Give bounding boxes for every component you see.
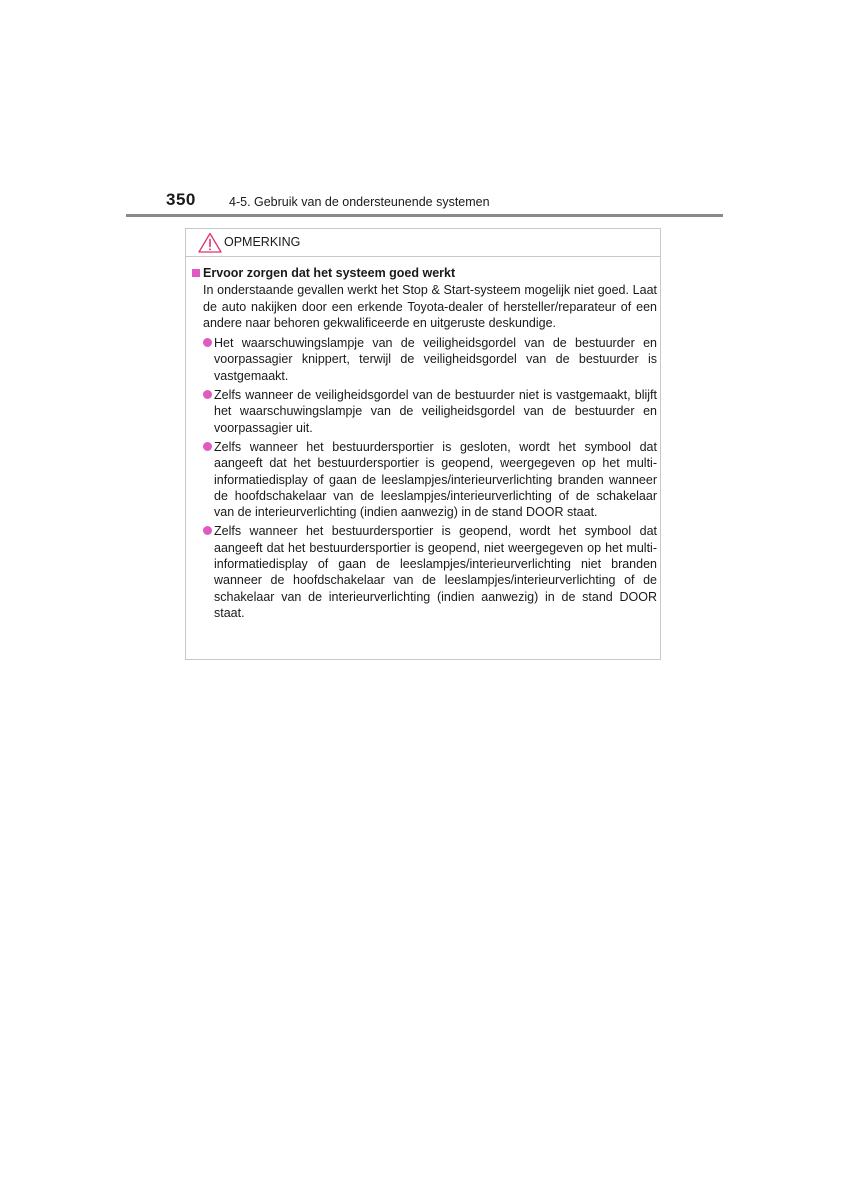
square-bullet-icon [192,269,200,277]
list-item-text: Zelfs wanneer de veiligheidsgordel van de bestuurder niet is vastgemaakt, blijft het waarschuwingslampje van de veiligheidsgordel van de bestuurder en voorpassagier uit. [214,388,657,435]
dot-bullet-icon [203,526,212,535]
list-item [203,335,657,384]
list-item-text: Zelfs wanneer het bestuurdersportier is geopend, wordt het symbool dat aangeeft dat het bestuurdersportier is geopend, niet weergegeven op het multi-informatiedisplay of gaan de leeslampjes/interieurverlichting niet branden wanneer de hoofdschakelaar van de leeslampjes/interieurverlichting of de schakelaar van de interieurverlichting (indien aanwezig) in de stand DOOR staat. [214,524,657,620]
dot-bullet-icon [203,442,212,451]
notice-box [185,228,661,660]
list-item-text: Zelfs wanneer het bestuurdersportier is gesloten, wordt het symbool dat aangeeft dat het bestuurdersportier is geopend, weergegeven op het multi-informatiedisplay of gaan de leeslampjes/interieurverlichting branden wanneer de hoofdschakelaar van de leeslampjes/interieurverlichting of de schakelaar van de interieurverlichting (indien aanwezig) in de stand DOOR staat. [214,439,657,520]
list-item [203,523,657,621]
page-header [126,190,723,218]
page-number: 350 [166,190,196,209]
section-title: 4-5. Gebruik van de ondersteunende systemen [229,195,490,209]
list-item [203,387,657,436]
notice-intro: In onderstaande gevallen werkt het Stop & Start-systeem mogelijk niet goed. Laat de auto nakijken door een erkende Toyota-dealer of hersteller/reparateur of een andere naar behoren gekwalificeerde en uitgeruste deskundige. [203,283,657,330]
dot-bullet-icon [203,390,212,399]
dot-bullet-icon [203,338,212,347]
notice-content [190,265,657,624]
header-rule [126,214,723,217]
list-item [203,439,657,520]
notice-header [186,229,660,257]
notice-heading-text: Ervoor zorgen dat het systeem goed werkt [203,266,456,280]
notice-heading [190,265,657,281]
list-item-text: Het waarschuwingslampje van de veiligheidsgordel van de bestuurder en voorpassagier knippert, terwijl de veiligheidsgordel van de bestuurder is vastgemaakt. [214,336,657,383]
notice-label: OPMERKING [224,235,301,249]
warning-triangle-icon [198,232,222,253]
condition-list [190,335,657,621]
